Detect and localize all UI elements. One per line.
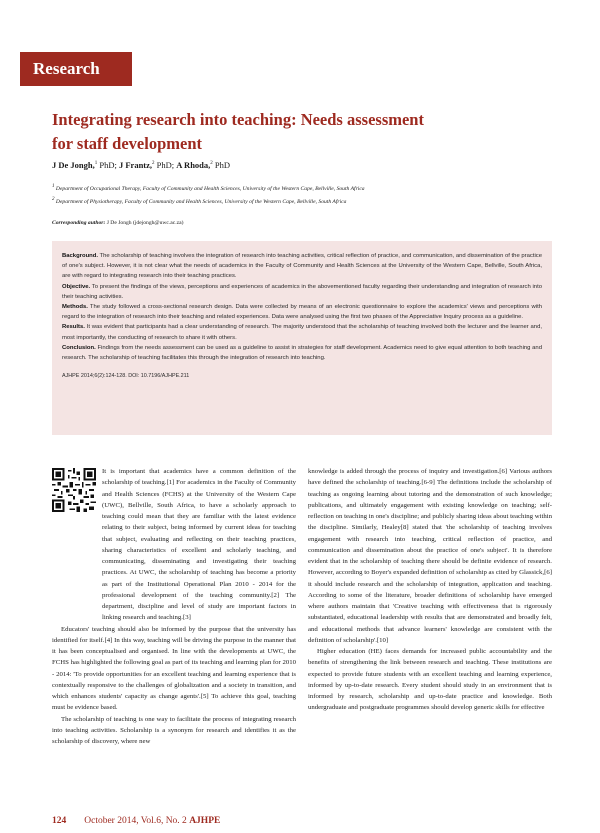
abstract-methods [62,302,542,322]
corresponding-author [52,220,552,226]
author-3-degree: PhD [212,160,231,170]
abstract-conclusion [62,343,542,363]
body-left-paragraph-1: It is important that academics have a common definition of the scholarship of teaching.[1] For academics in the Faculty of Community and Health Sciences (FCHS) at the University of the Western Cape (UWC), Bellville, South Africa, to have a scholarly approach to teaching could mean that they are familiar with the latest evidence relating to their subject, being informed by current ideas for teaching that subject, evaluating and reflecting on their teaching practices, sharing characteristics of excellent and scholarly teaching, and communicating, disseminating and investigating their teaching practices. At UWC, the scholarship of teaching has become a priority as part of the Institutional Operational Plan 2010 - 2014 for the professional development of the teaching community.[2] The department, discipline and level of study are important factors in linking research and teaching.[3] [102,468,296,622]
body-left-paragraph-3: The scholarship of teaching is one way to facilitate the process of integrating research into teaching activities. Scholarship is a synonym for research and identifies it as the scholarship of discovery, where new [52,715,296,745]
affiliation-2 [52,197,552,205]
affiliation-1-sup: 1 [52,184,55,189]
affiliation-2-text: Department of Physiotherapy, Faculty of Community and Health Sciences, University of the Western Cape, Bellville, South Africa [55,198,347,205]
title-line-2: for staff development [52,134,202,153]
abstract-conclusion-text: Findings from the needs assessment can be used as a guideline to assist in strategies for staff development. Academics need to give equal attention to both teaching and research. The scholarship of teaching facilitates this through the integration of research into teaching. [62,344,542,362]
abstract-results-label: Results. [62,324,85,331]
abstract-methods-text: The study followed a cross-sectional research design. Data were collected by means of an electronic questionnaire to explore the academics' views and perceptions with regard to the integration of research into their teaching and related experiences. Data were analysed using the first two phases of the Appreciative Inquiry process as a guideline. [62,304,542,321]
journal-name: AJHPE [189,816,221,826]
author-2-degree: PhD; [154,160,177,170]
abstract-objective-label: Objective. [62,283,91,290]
abstract-methods-label: Methods. [62,304,88,311]
author-2-sup: 2 [152,161,155,167]
body-column-left [52,466,296,747]
author-1-degree: PhD; [97,160,119,170]
affiliation-2-sup: 2 [52,197,55,202]
corresponding-author-value: J De Jongh (jdejongh@uwc.ac.za) [105,220,184,226]
affiliation-1 [52,184,552,192]
abstract-objective-text: To present the findings of the views, perceptions and experiences of academics in the abovementioned faculty regarding their understanding and integration of research into their teaching activities. [62,283,542,300]
abstract-results-text: It was evident that participants had a clear understanding of research. The majority understood that the scholarship of teaching involved both the lecturer and the learner and, most importantly, the conducting of research to share it with others. [62,324,542,341]
abstract-objective [62,282,542,302]
corresponding-author-label: Corresponding author: [52,220,106,226]
abstract-box [52,241,552,435]
abstract-background-text: The scholarship of teaching involves the integration of research into teaching activities, critical reflection of practice, and communication, and dissemination of the practice of one's subject. However, it is not clear what the needs of academics in the Faculty of Community and Health Sciences at the University of the Western Cape, Bellville, South Africa, are with regard to integrating research into their teaching practices. [62,253,542,280]
abstract-citation: AJHPE 2014;6(2):124-128. DOI: 10.7196/AJHPE.211 [62,373,190,380]
abstract-background-label: Background. [62,253,99,259]
affiliation-1-text: Department of Occupational Therapy, Faculty of Community and Health Sciences, University of the Western Cape, Bellville, South Africa [55,185,365,192]
section-label: Research [20,52,132,86]
body-right-paragraph-2: Higher education (HE) faces demands for increased public accountability and the benefits of strengthening the link between research and teaching. These institutions are expected to provide future students with an excellent teaching and learning experience, informed by up-to-date research. Every student should study in an environment that is informed by research, scholarship and up-to-date practice and knowledge. Both undergraduate and postgraduate programmes should develop generic skills for effective [308,648,552,712]
author-1-sup: 1 [94,161,98,167]
author-2: J Frantz, [118,160,153,170]
title-line-1: Integrating research into teaching: Needs assessment [52,110,424,129]
page-footer [52,816,352,826]
abstract-conclusion-label: Conclusion. [62,344,96,351]
abstract-background [62,251,542,282]
article-title [52,108,552,156]
body-left-paragraph-2: Educators' teaching should also be informed by the purpose that the university has identified for itself.[4] In this way, teaching will be driving the purpose in the manner that it has been conceptualised and organised. In line with the developments at UWC, the FCHS has highlighted the following goal as part of its teaching and learning plan for 2010 - 2014: 'To provide opportunities for an excellent teaching and learning experience that is contextually responsive to the challenges of globalization and a society in transition, and which enhances students' capacity as change agents'.[5] To achieve this goal, teaching must be evidence based. [52,625,296,712]
author-3-sup: 2 [210,161,213,167]
abstract-results [62,322,542,342]
page-number: 124 [52,816,67,826]
body-right-paragraph-1: knowledge is added through the process of inquiry and investigation.[6] Various authors have defined the scholarship of teaching.[6-9] The definitions include the scholarship of teaching as ongoing learning about tutoring and the demonstration of such knowledge; publications, and ultimately engagement with existing knowledge on teaching; self-reflection on teaching in one's discipline; and publicly sharing ideas about teaching within the discipline. Similarly, Healey[8] stated that 'the scholarship of teaching involves engagement with research into teaching, critical reflection of practice, and communication and dissemination about the practice of one's subject'. It is therefore evident that in the scholarship of teaching there should be definite evidence of research. However, according to Boyer's expanded definition of scholarship as cited by Glassick,[6] it should include research and the scholarship of integration, application and teaching. According to some of the literature, broader definitions of scholarship have emerged where authors maintain that 'Creative teaching with effectiveness that is rigorously substantiated, educational leadership with results that are demonstrated and broadly felt, and educational methods that advance learners' knowledge are consistent with the definition of scholarship'.[10] [308,468,552,644]
issue-info: October 2014, Vol.6, No. 2 [84,816,190,826]
author-3: A Rhoda, [176,160,211,170]
author-list [52,160,552,170]
body-column-right [308,466,552,714]
author-1: J De Jongh, [52,160,95,170]
